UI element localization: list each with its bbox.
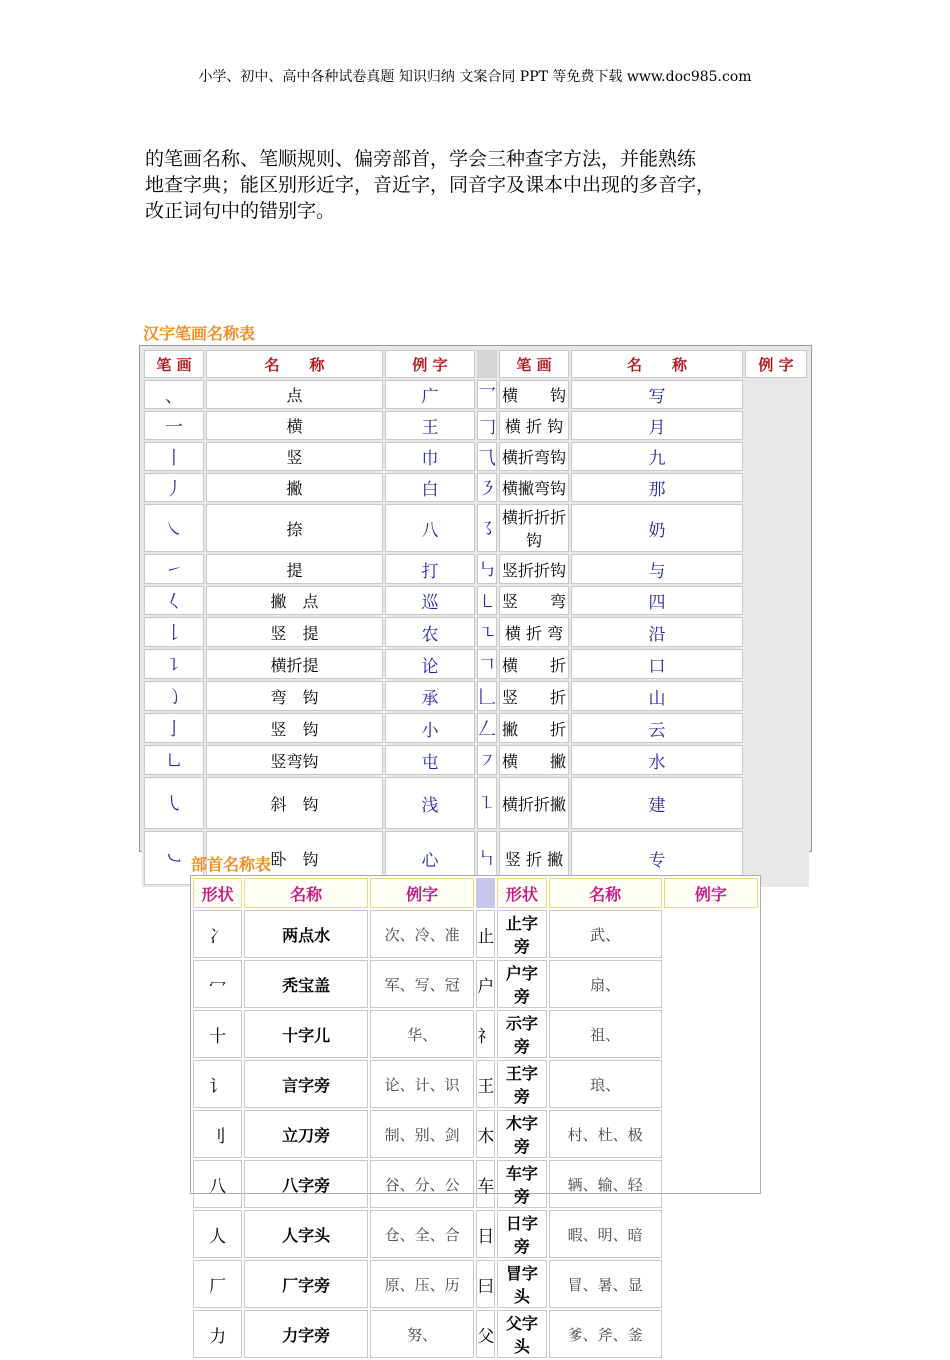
radical-table-row <box>193 1110 758 1158</box>
intro-line: 地查字典；能区别形近字，音近字，同音字及课本中出现的多音字， <box>145 174 716 196</box>
radical-example: 原、压、历 <box>370 1260 474 1308</box>
stroke-name: 竖 <box>206 442 383 471</box>
stroke-name: 撇 点 <box>206 586 383 615</box>
radical-name: 秃宝盖 <box>244 960 368 1008</box>
stroke-example: 奶 <box>571 504 743 552</box>
stroke-table-row <box>144 442 807 471</box>
stroke-symbol: 、 <box>144 380 204 409</box>
radical-shape: 刂 <box>193 1110 242 1158</box>
stroke-symbol: 𠃋 <box>477 713 497 743</box>
stroke-example: 云 <box>571 713 743 743</box>
radical-shape: 车 <box>476 1160 495 1208</box>
col-header-name: 名 称 <box>571 350 743 378</box>
stroke-example: 承 <box>385 681 475 711</box>
radical-shape: 冖 <box>193 960 242 1008</box>
stroke-example: 心 <box>385 831 475 885</box>
stroke-symbol: ㇅ <box>477 777 497 829</box>
stroke-table-row <box>144 745 807 775</box>
col-header-stroke: 笔 画 <box>499 350 569 378</box>
stroke-symbol: ㇄ <box>477 586 497 615</box>
stroke-symbol: ㇋ <box>477 473 497 502</box>
stroke-name: 横 钩 <box>499 380 569 409</box>
stroke-table <box>142 348 809 887</box>
stroke-symbol: ㇞ <box>477 831 497 885</box>
stroke-table-title: 汉字笔画名称表 <box>143 324 256 343</box>
radical-table-row <box>193 1310 758 1358</box>
stroke-symbol: 丿 <box>144 473 204 502</box>
col-header-name: 名称 <box>549 878 662 908</box>
stroke-symbol: ㇉ <box>477 554 497 584</box>
radical-name: 冒字头 <box>497 1260 546 1308</box>
radical-name: 厂字旁 <box>244 1260 368 1308</box>
col-header-shape: 形状 <box>497 878 546 908</box>
radical-table-header <box>193 878 758 908</box>
stroke-name: 横折提 <box>206 649 383 679</box>
radical-shape: 日 <box>476 1210 495 1258</box>
radical-shape: 冫 <box>193 910 242 958</box>
stroke-name: 斜 钩 <box>206 777 383 829</box>
col-header-stroke: 笔 画 <box>144 350 204 378</box>
stroke-symbol: 𡿨 <box>144 586 204 615</box>
stroke-symbol: ㇊ <box>144 649 204 679</box>
stroke-symbol: ㇟ <box>144 745 204 775</box>
stroke-symbol: ㇇ <box>477 745 497 775</box>
col-header-name: 名 称 <box>206 350 383 378</box>
stroke-symbol: ㇀ <box>144 554 204 584</box>
radical-shape: 王 <box>476 1060 495 1108</box>
stroke-name: 捺 <box>206 504 383 552</box>
radical-name: 示字旁 <box>497 1010 546 1058</box>
radical-table <box>191 876 760 1360</box>
stroke-name: 卧 钩 <box>206 831 383 885</box>
stroke-example: 山 <box>571 681 743 711</box>
radical-name: 人字头 <box>244 1210 368 1258</box>
stroke-table-row <box>144 649 807 679</box>
stroke-name: 竖 折 <box>499 681 569 711</box>
radical-example: 谷、分、公 <box>370 1160 474 1208</box>
intro-line: 的笔画名称、笔顺规则、偏旁部首，学会三种查字方法，并能熟练 <box>145 148 697 170</box>
stroke-name: 点 <box>206 380 383 409</box>
stroke-example: 打 <box>385 554 475 584</box>
stroke-symbol: ⺄ <box>477 442 497 471</box>
stroke-name: 竖 钩 <box>206 713 383 743</box>
stroke-symbol: ㇏ <box>144 504 204 552</box>
stroke-table-row <box>144 380 807 409</box>
stroke-example: 沿 <box>571 617 743 647</box>
stroke-example: 八 <box>385 504 475 552</box>
radical-name: 力字旁 <box>244 1310 368 1358</box>
stroke-name: 横 折 弯 <box>499 617 569 647</box>
radical-name: 日字旁 <box>497 1210 546 1258</box>
col-header-example: 例 字 <box>745 350 807 378</box>
radical-example: 制、别、剑 <box>370 1110 474 1158</box>
intro-paragraph <box>145 146 815 224</box>
radical-shape: 厂 <box>193 1260 242 1308</box>
radical-example: 琅、 <box>549 1060 662 1108</box>
stroke-example: 论 <box>385 649 475 679</box>
stroke-name: 横 折 钩 <box>499 411 569 440</box>
stroke-symbol: 𠃌 <box>477 411 497 440</box>
radical-example: 冒、暑、显 <box>549 1260 662 1308</box>
stroke-symbol: ㇁ <box>144 681 204 711</box>
stroke-table-row <box>144 586 807 615</box>
stroke-example: 四 <box>571 586 743 615</box>
radical-example: 暇、明、暗 <box>549 1210 662 1258</box>
stroke-symbol: 𠃍 <box>477 649 497 679</box>
table-divider <box>476 878 495 908</box>
stroke-example: 那 <box>571 473 743 502</box>
stroke-table-row <box>144 504 807 552</box>
stroke-name: 撇 折 <box>499 713 569 743</box>
stroke-symbol: ㇌ <box>477 504 497 552</box>
radical-shape: 十 <box>193 1010 242 1058</box>
radical-table-row <box>193 1160 758 1208</box>
stroke-example: 专 <box>571 831 743 885</box>
stroke-table-row <box>144 713 807 743</box>
stroke-table-row <box>144 411 807 440</box>
stroke-name: 提 <box>206 554 383 584</box>
radical-shape: 八 <box>193 1160 242 1208</box>
radical-shape: 木 <box>476 1110 495 1158</box>
radical-shape: 礻 <box>476 1010 495 1058</box>
stroke-example: 九 <box>571 442 743 471</box>
stroke-name: 横 撇 <box>499 745 569 775</box>
stroke-symbol: 𠃊 <box>477 681 497 711</box>
stroke-example: 白 <box>385 473 475 502</box>
stroke-example: 浅 <box>385 777 475 829</box>
stroke-table-header <box>144 350 807 378</box>
intro-line: 改正词句中的错别字。 <box>145 200 336 222</box>
radical-name: 父字头 <box>497 1310 546 1358</box>
stroke-example: 与 <box>571 554 743 584</box>
col-header-example: 例字 <box>370 878 474 908</box>
stroke-name: 横 折 <box>499 649 569 679</box>
stroke-example: 小 <box>385 713 475 743</box>
stroke-symbol: 丨 <box>144 442 204 471</box>
radical-name: 木字旁 <box>497 1110 546 1158</box>
stroke-name: 横撇弯钩 <box>499 473 569 502</box>
col-header-shape: 形状 <box>193 878 242 908</box>
radical-shape: 父 <box>476 1310 495 1358</box>
table-divider <box>477 350 497 378</box>
stroke-name: 横折弯钩 <box>499 442 569 471</box>
radical-name: 两点水 <box>244 910 368 958</box>
stroke-example: 巡 <box>385 586 475 615</box>
stroke-example: 巾 <box>385 442 475 471</box>
stroke-table-row <box>144 681 807 711</box>
stroke-name: 横 <box>206 411 383 440</box>
radical-name: 王字旁 <box>497 1060 546 1108</box>
stroke-example: 口 <box>571 649 743 679</box>
radical-name: 立刀旁 <box>244 1110 368 1158</box>
radical-table-title: 部首名称表 <box>191 855 272 874</box>
radical-name: 言字旁 <box>244 1060 368 1108</box>
stroke-example: 农 <box>385 617 475 647</box>
radical-example: 努、 <box>370 1310 474 1358</box>
radical-table-row <box>193 1210 758 1258</box>
radical-example: 村、杜、极 <box>549 1110 662 1158</box>
radical-example: 军、写、冠 <box>370 960 474 1008</box>
stroke-name: 竖 提 <box>206 617 383 647</box>
stroke-name: 弯 钩 <box>206 681 383 711</box>
stroke-symbol: 亅 <box>144 713 204 743</box>
radical-shape: 曰 <box>476 1260 495 1308</box>
radical-table-row <box>193 1260 758 1308</box>
col-header-example: 例字 <box>664 878 758 908</box>
stroke-symbol: 一 <box>144 411 204 440</box>
radical-shape: 讠 <box>193 1060 242 1108</box>
radical-name: 止字旁 <box>497 910 546 958</box>
stroke-example: 水 <box>571 745 743 775</box>
stroke-symbol: ㇃ <box>144 831 204 885</box>
stroke-example: 月 <box>571 411 743 440</box>
radical-shape: 户 <box>476 960 495 1008</box>
radical-example: 辆、输、轻 <box>549 1160 662 1208</box>
stroke-example: 写 <box>571 380 743 409</box>
stroke-symbol: ㇂ <box>144 777 204 829</box>
stroke-symbol: ㇍ <box>477 617 497 647</box>
page-header: 小学、初中、高中各种试卷真题 知识归纳 文案合同 PPT 等免费下载 www.doc985.com <box>198 69 752 85</box>
stroke-example: 王 <box>385 411 475 440</box>
radical-shape: 止 <box>476 910 495 958</box>
radical-example: 仓、全、合 <box>370 1210 474 1258</box>
stroke-example: 广 <box>385 380 475 409</box>
stroke-name: 竖 弯 <box>499 586 569 615</box>
radical-name: 户字旁 <box>497 960 546 1008</box>
stroke-example: 屯 <box>385 745 475 775</box>
stroke-name: 竖折折钩 <box>499 554 569 584</box>
radical-example: 论、计、识 <box>370 1060 474 1108</box>
stroke-name: 横折折撇 <box>499 777 569 829</box>
radical-example: 扇、 <box>549 960 662 1008</box>
radical-table-row <box>193 910 758 958</box>
radical-shape: 力 <box>193 1310 242 1358</box>
radical-table-row <box>193 1060 758 1108</box>
radical-shape: 人 <box>193 1210 242 1258</box>
radical-table-frame <box>190 875 761 1356</box>
col-header-example: 例 字 <box>385 350 475 378</box>
radical-example: 爹、斧、釜 <box>549 1310 662 1358</box>
radical-name: 八字旁 <box>244 1160 368 1208</box>
radical-example: 次、冷、准 <box>370 910 474 958</box>
radical-example: 华、 <box>370 1010 474 1058</box>
stroke-name: 竖弯钩 <box>206 745 383 775</box>
radical-example: 武、 <box>549 910 662 958</box>
stroke-symbol: 𠄌 <box>144 617 204 647</box>
stroke-example: 建 <box>571 777 743 829</box>
stroke-table-row <box>144 473 807 502</box>
stroke-name: 横折折折钩 <box>499 504 569 552</box>
radical-name: 车字旁 <box>497 1160 546 1208</box>
stroke-name: 竖 折 撇 <box>499 831 569 885</box>
radical-table-row <box>193 960 758 1008</box>
stroke-table-row <box>144 554 807 584</box>
radical-table-row <box>193 1010 758 1058</box>
radical-name: 十字儿 <box>244 1010 368 1058</box>
stroke-name: 撇 <box>206 473 383 502</box>
col-header-name: 名称 <box>244 878 368 908</box>
stroke-table-row <box>144 777 807 829</box>
radical-example: 祖、 <box>549 1010 662 1058</box>
stroke-symbol: 乛 <box>477 380 497 409</box>
stroke-table-row <box>144 617 807 647</box>
